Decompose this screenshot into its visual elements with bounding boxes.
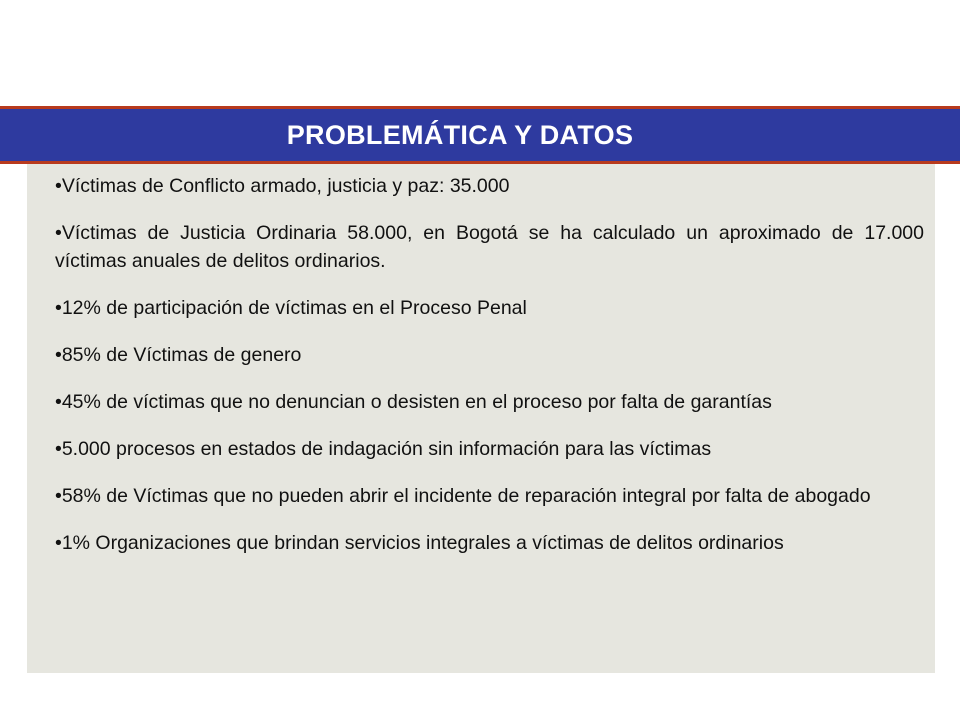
bullet-item: •45% de víctimas que no denuncian o desisten en el proceso por falta de garantías	[55, 391, 772, 413]
title-bar	[0, 106, 960, 164]
bullet-item: •12% de participación de víctimas en el Proceso Penal	[55, 297, 527, 319]
bullet-item: •5.000 procesos en estados de indagación sin información para las víctimas	[55, 438, 712, 460]
bullet-item: •Víctimas de Justicia Ordinaria 58.000, en Bogotá se ha calculado un aproximado de 17.000 víctimas anuales de delitos ordinarios.	[55, 222, 924, 272]
bullet-item: •Víctimas de Conflicto armado, justicia y paz: 35.000	[55, 175, 510, 197]
bullet-item: •1% Organizaciones que brindan servicios integrales a víctimas de delitos ordinarios	[55, 532, 784, 554]
bullet-item: •85% de Víctimas de genero	[55, 344, 302, 366]
bullet-item: •58% de Víctimas que no pueden abrir el incidente de reparación integral por falta de abogado	[55, 485, 871, 507]
content-box	[27, 164, 935, 673]
bullet-list	[55, 172, 924, 557]
slide-title: PROBLEMÁTICA Y DATOS	[286, 119, 634, 150]
